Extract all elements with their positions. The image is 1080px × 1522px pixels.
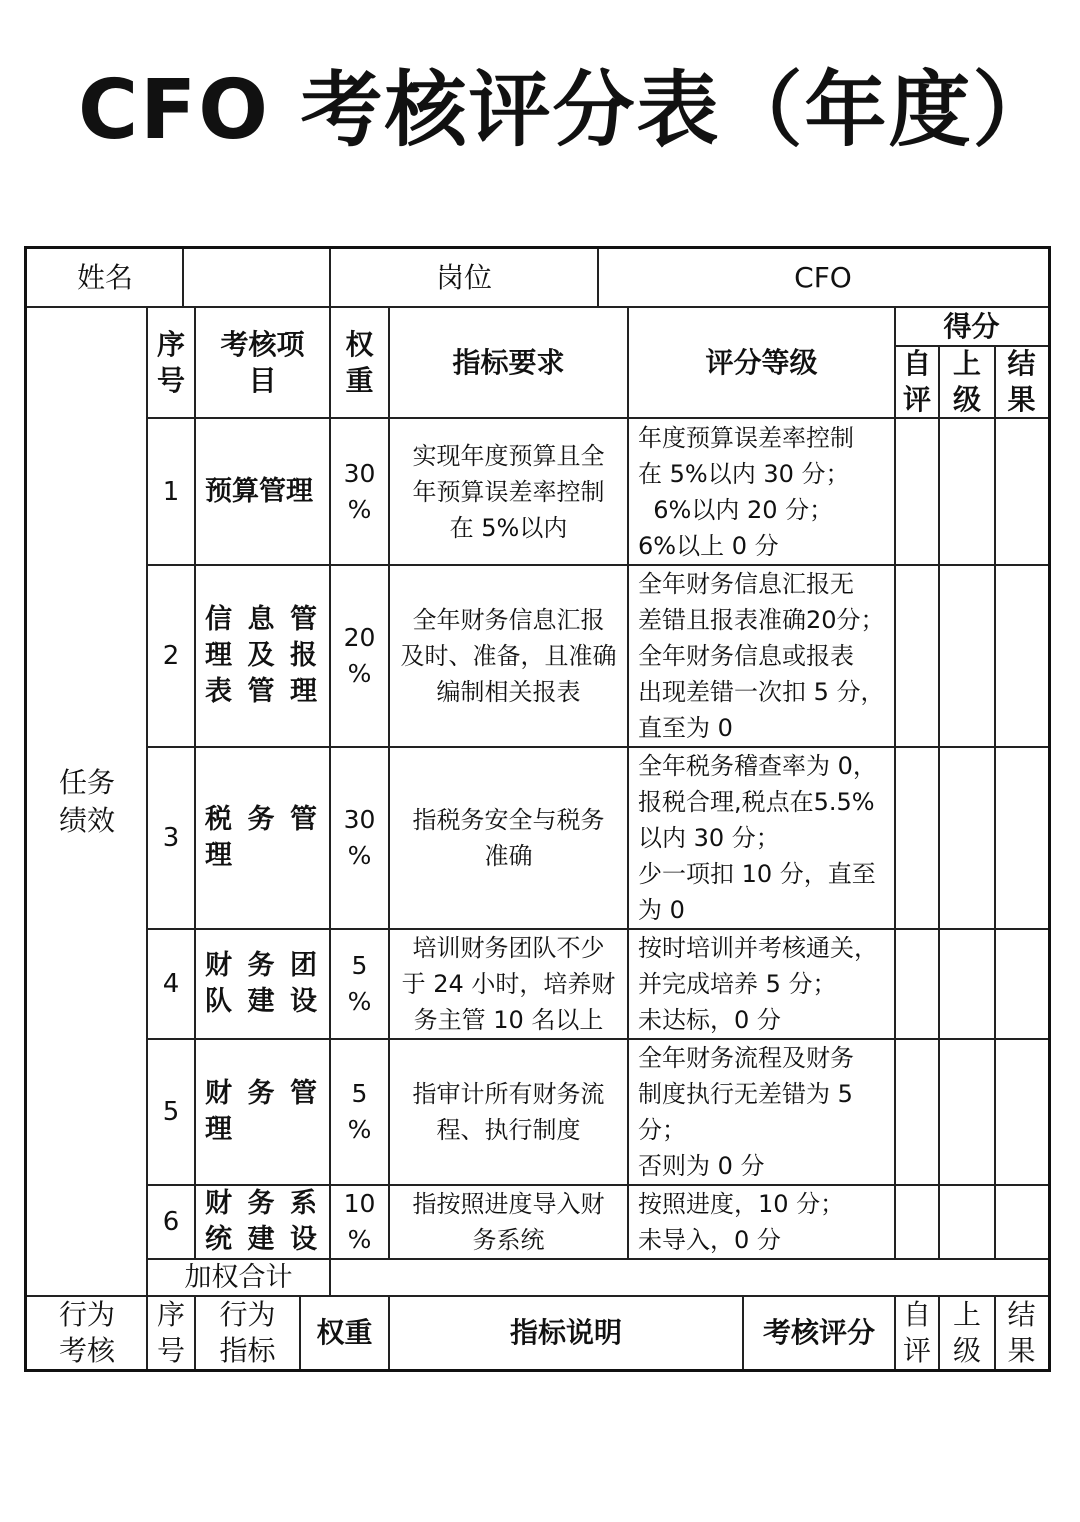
row-self-score[interactable] xyxy=(895,418,939,565)
text-line: 程、执行制度 xyxy=(436,1116,581,1144)
text-line: 报税合理,税点在5.5% xyxy=(638,788,875,816)
text-line: 自 xyxy=(902,1297,931,1331)
row-result-score[interactable] xyxy=(995,1039,1048,1185)
text-line: 果 xyxy=(1007,1333,1036,1367)
row-grading xyxy=(628,1039,895,1185)
text-line: 评 xyxy=(902,1333,931,1367)
text-line: 制度执行无差错为 5 xyxy=(638,1080,853,1108)
text-line: 按时培训并考核通关， xyxy=(638,934,878,962)
row-item xyxy=(195,747,330,929)
text-line: 果 xyxy=(1007,383,1036,416)
column-result xyxy=(995,346,1048,418)
text-line: 指税务安全与税务 xyxy=(412,806,605,834)
text-line: 号 xyxy=(156,1333,185,1367)
text-line: 编制相关报表 xyxy=(436,678,581,706)
text-line: % xyxy=(347,987,372,1016)
row-weight xyxy=(330,418,389,565)
row-self-score[interactable] xyxy=(895,1185,939,1259)
weighted-total-value[interactable] xyxy=(330,1259,1048,1296)
row-seq: 5 xyxy=(162,1097,180,1127)
text-line: 在 5%以内 xyxy=(449,513,568,542)
text-line: 理 xyxy=(205,1114,232,1145)
column-seq xyxy=(147,307,195,418)
row-superior-score[interactable] xyxy=(939,1185,995,1259)
text-line: 统建设 xyxy=(205,1224,317,1255)
row-superior-score[interactable] xyxy=(939,747,995,929)
row-self-score[interactable] xyxy=(895,565,939,747)
row-weight xyxy=(330,1039,389,1185)
row-weight xyxy=(330,747,389,929)
text-line: 培训财务团队不少 xyxy=(412,934,605,962)
text-line: 结 xyxy=(1007,347,1036,380)
behavior-label xyxy=(27,1296,147,1369)
row-weight xyxy=(330,929,389,1039)
text-line: 于 24 小时，培养财 xyxy=(401,970,616,998)
row-weight xyxy=(330,1185,389,1259)
behavior-seq xyxy=(147,1296,195,1369)
text-line: 准确 xyxy=(484,842,533,870)
position-value: CFO xyxy=(794,261,852,294)
row-seq: 2 xyxy=(162,641,180,671)
text-line: 权 xyxy=(345,327,374,361)
text-line: 指审计所有财务流 xyxy=(412,1080,605,1108)
text-line: 目 xyxy=(248,363,277,397)
text-line: 直至为 0 xyxy=(638,714,733,742)
text-line: 按照进度，10 分； xyxy=(638,1190,845,1218)
row-seq: 3 xyxy=(162,823,180,853)
text-line: 考核 xyxy=(58,1333,115,1367)
text-line: 未导入，0 分 xyxy=(638,1226,781,1254)
text-line: 自 xyxy=(902,347,931,380)
behavior-evaluation: 考核评分 xyxy=(762,1315,875,1349)
row-requirement xyxy=(389,747,628,929)
text-line: 行为 xyxy=(58,1297,115,1331)
text-line: 在 5%以内 30 分； xyxy=(638,459,850,488)
text-line: 上 xyxy=(952,347,981,380)
text-line: 年预算误差率控制 xyxy=(412,477,605,506)
text-line: 及时、准备，且准确 xyxy=(400,642,617,670)
row-result-score[interactable] xyxy=(995,1185,1048,1259)
text-line: 务系统 xyxy=(472,1226,545,1254)
text-line: % xyxy=(347,494,372,524)
column-score: 得分 xyxy=(943,309,1000,343)
weighted-total-label: 加权合计 xyxy=(184,1261,293,1293)
task-performance-label xyxy=(27,307,147,1296)
text-line: 分； xyxy=(638,1116,686,1144)
text-line: 财 务 管 xyxy=(205,1078,317,1109)
row-grading xyxy=(628,929,895,1039)
row-result-score[interactable] xyxy=(995,565,1048,747)
text-line: 财 务 团 xyxy=(205,950,317,981)
text-line: 指标 xyxy=(219,1333,276,1367)
text-line: 财 务 系 xyxy=(205,1188,317,1219)
row-requirement xyxy=(389,565,628,747)
text-line: 考核项 xyxy=(220,327,305,361)
text-line: 指按照进度导入财 xyxy=(412,1190,605,1218)
behavior-self-eval xyxy=(895,1296,939,1369)
text-line: 理 及 报 xyxy=(205,640,317,671)
text-line: 理 xyxy=(205,840,232,871)
text-line: 全年财务信息汇报 xyxy=(412,606,605,634)
row-grading xyxy=(628,1185,895,1259)
behavior-result xyxy=(995,1296,1048,1369)
behavior-indicator xyxy=(195,1296,300,1369)
text-line: 以内 30 分； xyxy=(638,824,780,852)
text-line: 未达标，0 分 xyxy=(638,1006,781,1034)
row-requirement xyxy=(389,1185,628,1259)
column-item xyxy=(195,307,330,418)
row-requirement xyxy=(389,1039,628,1185)
text-line: 6%以上 0 分 xyxy=(638,531,779,560)
text-line: 全年财务流程及财务 xyxy=(638,1044,854,1072)
row-weight xyxy=(330,565,389,747)
text-line: 务主管 10 名以上 xyxy=(413,1006,604,1034)
text-line: 年度预算误差率控制 xyxy=(638,423,854,452)
column-self-eval xyxy=(895,346,939,418)
row-self-score[interactable] xyxy=(895,747,939,929)
text-line: 5 xyxy=(351,1079,368,1108)
row-grading xyxy=(628,418,895,565)
text-line: 号 xyxy=(156,363,185,397)
text-line: 20 xyxy=(343,623,376,652)
row-superior-score[interactable] xyxy=(939,1039,995,1185)
text-line: 差错且报表准确20分； xyxy=(638,606,885,634)
row-result-score[interactable] xyxy=(995,929,1048,1039)
text-line: 税 务 管 xyxy=(205,804,317,835)
row-requirement xyxy=(389,418,628,565)
text-line: 结 xyxy=(1007,1297,1036,1331)
text-line: 序 xyxy=(156,1297,185,1331)
row-superior-score[interactable] xyxy=(939,418,995,565)
text-line: 全年税务稽查率为 0， xyxy=(638,752,877,780)
text-line: 少一项扣 10 分，直至 xyxy=(638,860,876,888)
text-line: 序 xyxy=(156,327,185,361)
text-line: 级 xyxy=(952,1333,981,1367)
row-requirement xyxy=(389,929,628,1039)
row-superior-score[interactable] xyxy=(939,565,995,747)
row-seq: 6 xyxy=(162,1207,180,1237)
text-line: 表管理 xyxy=(205,676,317,707)
text-line: 出现差错一次扣 5 分， xyxy=(638,678,885,706)
row-item xyxy=(195,1039,330,1185)
text-line: 全年财务信息或报表 xyxy=(638,642,854,670)
row-item xyxy=(195,418,330,565)
text-line: % xyxy=(347,1225,372,1254)
behavior-weight: 权重 xyxy=(316,1315,373,1349)
position-label: 岗位 xyxy=(435,261,492,294)
column-requirement: 指标要求 xyxy=(452,345,565,379)
column-weight xyxy=(330,307,389,418)
row-seq: 1 xyxy=(162,476,180,507)
row-seq: 4 xyxy=(162,969,180,999)
name-value-field[interactable] xyxy=(183,249,330,307)
text-line: 否则为 0 分 xyxy=(638,1152,765,1180)
evaluation-table xyxy=(24,246,1051,1372)
row-self-score[interactable] xyxy=(895,1039,939,1185)
text-line: 5 xyxy=(351,951,368,980)
text-line: 任务 xyxy=(58,765,115,799)
page-title: CFO 考核评分表（年度） xyxy=(78,63,1057,158)
row-result-score[interactable] xyxy=(995,747,1048,929)
row-result-score[interactable] xyxy=(995,418,1048,565)
name-label: 姓名 xyxy=(76,261,133,294)
row-self-score[interactable] xyxy=(895,929,939,1039)
text-line: 30 xyxy=(343,458,376,488)
row-item xyxy=(195,565,330,747)
text-line: % xyxy=(347,841,372,870)
text-line: 评 xyxy=(902,383,931,416)
text-line: 全年财务信息汇报无 xyxy=(638,570,854,598)
text-line: % xyxy=(347,1115,372,1144)
text-line: 绩效 xyxy=(58,803,115,837)
text-line: 实现年度预算且全 xyxy=(412,441,605,470)
text-line: 10 xyxy=(343,1189,376,1218)
behavior-description: 指标说明 xyxy=(509,1315,622,1349)
row-grading xyxy=(628,565,895,747)
text-line: 行为 xyxy=(219,1297,276,1331)
row-superior-score[interactable] xyxy=(939,929,995,1039)
text-line: 并完成培养 5 分； xyxy=(638,970,837,998)
column-grading: 评分等级 xyxy=(705,345,818,379)
text-line: % xyxy=(347,659,372,688)
text-line: 上 xyxy=(952,1297,981,1331)
text-line: 信 息 管 xyxy=(205,604,317,635)
text-line: 队建设 xyxy=(205,986,317,1017)
text-line: 30 xyxy=(343,805,376,834)
text-line: 预算管理 xyxy=(205,475,313,507)
row-item xyxy=(195,1185,330,1259)
column-superior-eval xyxy=(939,346,995,418)
behavior-superior-eval xyxy=(939,1296,995,1369)
text-line: 为 0 xyxy=(638,896,685,924)
text-line: 6%以内 20 分； xyxy=(638,495,834,524)
row-grading xyxy=(628,747,895,929)
text-line: 级 xyxy=(952,383,981,416)
row-item xyxy=(195,929,330,1039)
text-line: 重 xyxy=(345,363,374,397)
